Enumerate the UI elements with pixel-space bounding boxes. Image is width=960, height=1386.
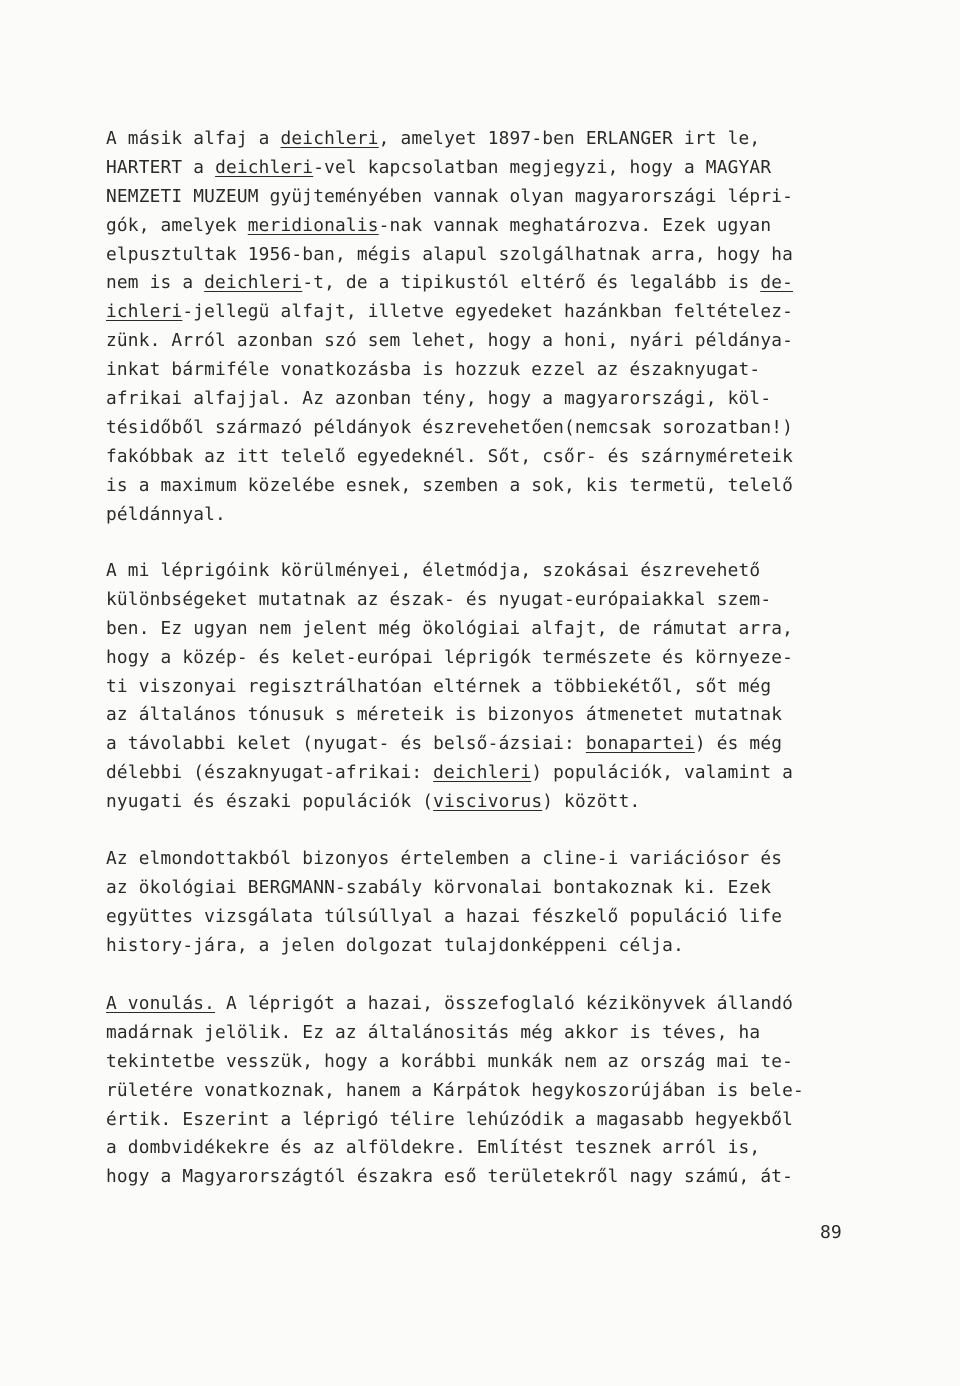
- text-line: [106, 356, 850, 385]
- text-line: [106, 845, 850, 874]
- text-run: inkat bármiféle vonatkozásba is hozzuk ezzel az északnyugat-: [106, 359, 761, 381]
- underlined-term: viscivorus: [433, 791, 543, 813]
- underlined-term: deichleri: [204, 272, 303, 294]
- paragraph-ecology: [106, 557, 850, 817]
- text-run: a távolabbi kelet (nyugat- és belső-ázsiai:: [106, 733, 586, 755]
- text-run: -t, de a tipikustól eltérő és legalább is: [302, 272, 761, 294]
- text-run: különbségeket mutatnak az észak- és nyugat-európaiakkal szem-: [106, 588, 772, 610]
- text-run: A mi léprigóink körülményei, életmódja, szokásai észrevehető: [106, 560, 761, 581]
- text-line: [106, 788, 850, 817]
- text-line: [106, 501, 850, 530]
- text-run: együttes vizsgálata túlsúllyal a hazai fészkelő populáció life: [106, 905, 783, 927]
- text-run: -jellegü alfajt, illetve egyedeket hazánkban feltételez-: [182, 301, 794, 323]
- paragraph-migration: [106, 990, 850, 1192]
- text-line: [106, 1163, 850, 1192]
- text-line: [106, 1019, 850, 1048]
- text-run: értik. Eszerint a léprigó télire lehúzódik a magasabb hegyekből: [106, 1108, 794, 1130]
- paragraph-deichleri: [106, 125, 850, 529]
- underlined-term: deichleri: [215, 156, 314, 178]
- text-line: [106, 701, 850, 730]
- paragraph-cline: [106, 845, 850, 961]
- text-run: zünk. Arról azonban szó sem lehet, hogy a honi, nyári példánya-: [106, 330, 794, 352]
- text-run: hogy a Magyarországtól északra eső területekről nagy számú, át-: [106, 1166, 794, 1188]
- text-run: -vel kapcsolatban megjegyzi, hogy a MAGYAR: [313, 156, 772, 178]
- text-run: ) populációk, valamint a: [531, 762, 794, 784]
- text-run: nem is a: [106, 272, 205, 294]
- text-line: [106, 212, 850, 241]
- text-run: gók, amelyek: [106, 214, 248, 236]
- text-run: NEMZETI MUZEUM gyüjteményében vannak olyan magyarországi lépri-: [106, 185, 794, 207]
- text-run: az ökológiai BERGMANN-szabály körvonalai bontakoznak ki. Ezek: [106, 876, 772, 898]
- text-line: [106, 730, 850, 759]
- text-run: ) között.: [542, 791, 641, 813]
- text-line: [106, 125, 850, 154]
- text-run: tésidőből származó példányok észrevehetően(nemcsak sorozatban!): [106, 416, 794, 438]
- text-line: [106, 615, 850, 644]
- underlined-term: ichleri: [106, 301, 183, 323]
- text-line: [106, 874, 850, 903]
- text-run: tekintetbe vesszük, hogy a korábbi munkák nem az ország mai te-: [106, 1050, 794, 1072]
- text-line: [106, 241, 850, 270]
- text-line: [106, 903, 850, 932]
- text-run: rületére vonatkoznak, hanem a Kárpátok hegykoszorújában is bele-: [106, 1079, 804, 1101]
- underlined-term: de-: [760, 272, 794, 294]
- text-run: ) és még: [694, 733, 783, 755]
- text-line: [106, 673, 850, 702]
- text-run: history-jára, a jelen dolgozat tulajdonképpeni célja.: [106, 934, 684, 956]
- text-run: madárnak jelölik. Ez az általánositás még akkor is téves, ha: [106, 1021, 761, 1043]
- underlined-term: deichleri: [433, 762, 532, 784]
- text-line: [106, 269, 850, 298]
- text-run: afrikai alfajjal. Az azonban tény, hogy a magyarországi, köl-: [106, 388, 772, 410]
- text-line: [106, 1106, 850, 1135]
- text-line: [106, 990, 850, 1019]
- text-line: [106, 586, 850, 615]
- text-run: Az elmondottakból bizonyos értelemben a cline-i variációsor és: [106, 848, 783, 869]
- text-line: [106, 414, 850, 443]
- text-run: HARTERT a: [106, 156, 216, 178]
- text-run: példánnyal.: [106, 503, 226, 525]
- text-line: [106, 327, 850, 356]
- text-line: [106, 385, 850, 414]
- text-run: ti viszonyai regisztrálhatóan eltérnek a többiekétől, sőt még: [106, 675, 772, 697]
- text-run: a dombvidékekre és az alföldekre. Említést tesznek arról is,: [106, 1137, 761, 1159]
- text-line: [106, 1077, 850, 1106]
- text-line: [106, 154, 850, 183]
- text-line: [106, 1048, 850, 1077]
- text-run: -nak vannak meghatározva. Ezek ugyan: [378, 214, 772, 236]
- text-run: délebbi (északnyugat-afrikai:: [106, 762, 434, 784]
- text-run: is a maximum közelébe esnek, szemben a sok, kis termetü, telelő: [106, 474, 794, 496]
- text-run: elpusztultak 1956-ban, mégis alapul szolgálhatnak arra, hogy ha: [106, 243, 794, 265]
- underlined-term: bonapartei: [585, 733, 695, 755]
- text-line: [106, 183, 850, 212]
- text-run: nyugati és északi populációk (: [106, 791, 434, 813]
- text-line: [106, 644, 850, 673]
- text-line: [106, 557, 850, 586]
- text-line: [106, 932, 850, 961]
- text-run: fakóbbak az itt telelő egyedeknél. Sőt, csőr- és szárnyméreteik: [106, 445, 794, 467]
- text-line: [106, 1134, 850, 1163]
- text-run: ben. Ez ugyan nem jelent még ökológiai alfajt, de rámutat arra,: [106, 617, 794, 639]
- text-line: [106, 759, 850, 788]
- underlined-term: meridionalis: [247, 214, 379, 236]
- text-run: A léprigót a hazai, összefoglaló kézikönyvek állandó: [215, 993, 794, 1014]
- text-run: A másik alfaj a: [106, 128, 281, 149]
- text-run: , amelyet 1897-ben ERLANGER irt le,: [378, 128, 761, 149]
- underlined-term: A vonulás.: [106, 993, 216, 1014]
- text-line: [106, 472, 850, 501]
- page-number: 89: [820, 1222, 842, 1243]
- text-run: az általános tónusuk s méreteik is bizonyos átmenetet mutatnak: [106, 704, 783, 726]
- text-line: [106, 443, 850, 472]
- underlined-term: deichleri: [280, 128, 379, 149]
- text-line: [106, 298, 850, 327]
- text-run: hogy a közép- és kelet-európai léprigók természete és környeze-: [106, 646, 794, 668]
